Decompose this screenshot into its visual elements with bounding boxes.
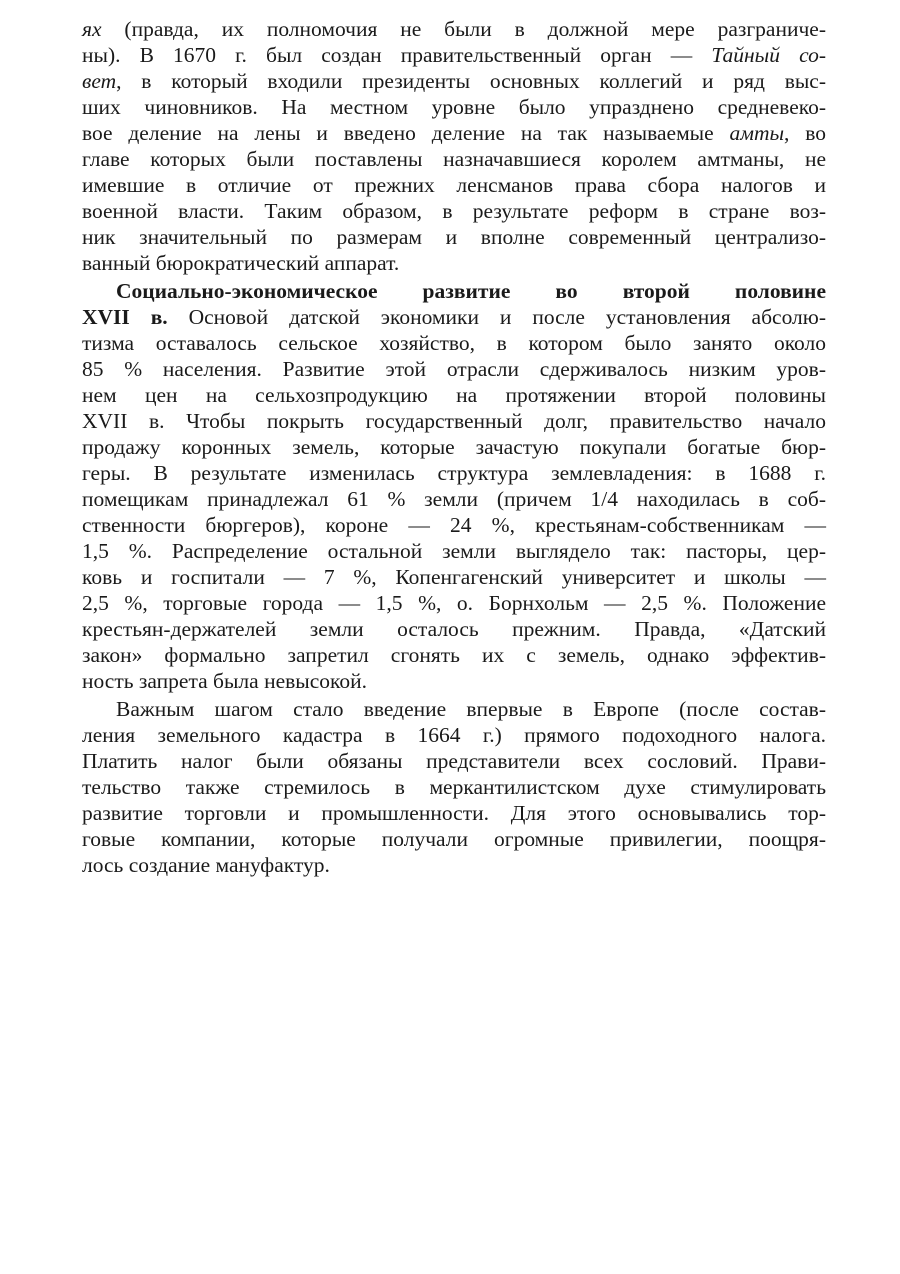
text-line	[82, 224, 826, 250]
text-segment: ность запрета была невысокой.	[82, 669, 367, 693]
text-segment: ственности бюргеров), короне — 24 %, крестьянам-собственникам —	[82, 513, 826, 537]
text-segment: говые компании, которые получали огромные привилегии, поощря-	[82, 827, 826, 851]
text-line	[82, 642, 826, 668]
text-line	[82, 330, 826, 356]
text-segment: тельство также стремилось в меркантилистском духе стимулировать	[82, 775, 826, 799]
text-line	[82, 250, 826, 276]
text-segment: ванный бюрократический аппарат.	[82, 251, 400, 275]
text-segment: ших чиновников. На местном уровне было упразднено средневеко-	[82, 95, 826, 119]
text-line	[82, 826, 826, 852]
text-line	[82, 408, 826, 434]
text-line	[82, 460, 826, 486]
text-line	[82, 564, 826, 590]
text-segment: нем цен на сельхозпродукцию на протяжении второй половины	[82, 383, 826, 407]
text-line	[82, 852, 826, 878]
text-segment: ления земельного кадастра в 1664 г.) прямого подоходного налога.	[82, 723, 826, 747]
text-line	[82, 146, 826, 172]
text-segment: имевшие в отличие от прежних ленсманов права сбора налогов и	[82, 173, 826, 197]
text-line	[82, 278, 826, 304]
text-segment: развитие торговли и промышленности. Для этого основывались тор-	[82, 801, 826, 825]
text-line	[82, 590, 826, 616]
text-segment: ник значительный по размерам и вполне современный централизо-	[82, 225, 826, 249]
text-line	[82, 304, 826, 330]
text-segment: 2,5 %, торговые города — 1,5 %, о. Борнхольм — 2,5 %. Положение	[82, 591, 826, 615]
text-line	[82, 696, 826, 722]
text-segment: закон» формально запретил сгонять их с земель, однако эффектив-	[82, 643, 826, 667]
text-line	[82, 42, 826, 68]
italic-term: ях	[82, 17, 102, 41]
bold-heading: XVII в.	[82, 305, 168, 329]
text-segment: XVII в. Чтобы покрыть государственный долг, правительство начало	[82, 409, 826, 433]
text-segment: , во	[784, 121, 826, 145]
text-segment: 1,5 %. Распределение остальной земли выглядело так: пасторы, цер-	[82, 539, 826, 563]
text-segment: ковь и госпитали — 7 %, Копенгагенский университет и школы —	[82, 565, 826, 589]
text-line	[82, 800, 826, 826]
text-line	[82, 668, 826, 694]
page-text	[82, 16, 826, 878]
text-segment: Основой датской экономики и после установления абсолю-	[167, 305, 826, 329]
text-segment: крестьян-держателей земли осталось прежним. Правда, «Датский	[82, 617, 826, 641]
text-segment: ны). В 1670 г. был создан правительственный орган —	[82, 43, 712, 67]
text-line	[82, 356, 826, 382]
text-segment: лось создание мануфактур.	[82, 853, 330, 877]
text-line	[82, 538, 826, 564]
text-segment: (правда, их полномочия не были в должной мере разграниче-	[101, 17, 826, 41]
bold-heading: Социально-экономическое развитие во второй половине	[116, 279, 826, 303]
text-segment: вое деление на лены и введено деление на так называемые	[82, 121, 730, 145]
text-segment: геры. В результате изменилась структура землевладения: в 1688 г.	[82, 461, 826, 485]
text-segment: Важным шагом стало введение впервые в Европе (после состав-	[116, 697, 826, 721]
text-line	[82, 722, 826, 748]
text-line	[82, 172, 826, 198]
text-segment: , в который входили президенты основных коллегий и ряд выс-	[116, 69, 826, 93]
text-line	[82, 120, 826, 146]
text-segment: тизма оставалось сельское хозяйство, в котором было занято около	[82, 331, 826, 355]
paragraph-1	[82, 16, 826, 276]
text-line	[82, 774, 826, 800]
text-segment: помещикам принадлежал 61 % земли (причем 1/4 находилась в соб-	[82, 487, 826, 511]
text-line	[82, 616, 826, 642]
text-segment: военной власти. Таким образом, в результате реформ в стране воз-	[82, 199, 826, 223]
text-line	[82, 16, 826, 42]
text-line	[82, 512, 826, 538]
paragraph-3	[82, 696, 826, 878]
text-line	[82, 68, 826, 94]
italic-term: Тайный со-	[711, 43, 827, 67]
text-line	[82, 94, 826, 120]
text-line	[82, 198, 826, 224]
text-line	[82, 434, 826, 460]
text-line	[82, 382, 826, 408]
text-segment: Платить налог были обязаны представители всех сословий. Прави-	[82, 749, 826, 773]
text-line	[82, 486, 826, 512]
text-segment: продажу коронных земель, которые зачастую покупали богатые бюр-	[82, 435, 826, 459]
italic-term: вет	[82, 69, 117, 93]
text-segment: главе которых были поставлены назначавшиеся королем амтманы, не	[82, 147, 826, 171]
text-line	[82, 748, 826, 774]
paragraph-2	[82, 278, 826, 694]
italic-term: амты	[729, 121, 785, 145]
text-segment: 85 % населения. Развитие этой отрасли сдерживалось низким уров-	[82, 357, 826, 381]
